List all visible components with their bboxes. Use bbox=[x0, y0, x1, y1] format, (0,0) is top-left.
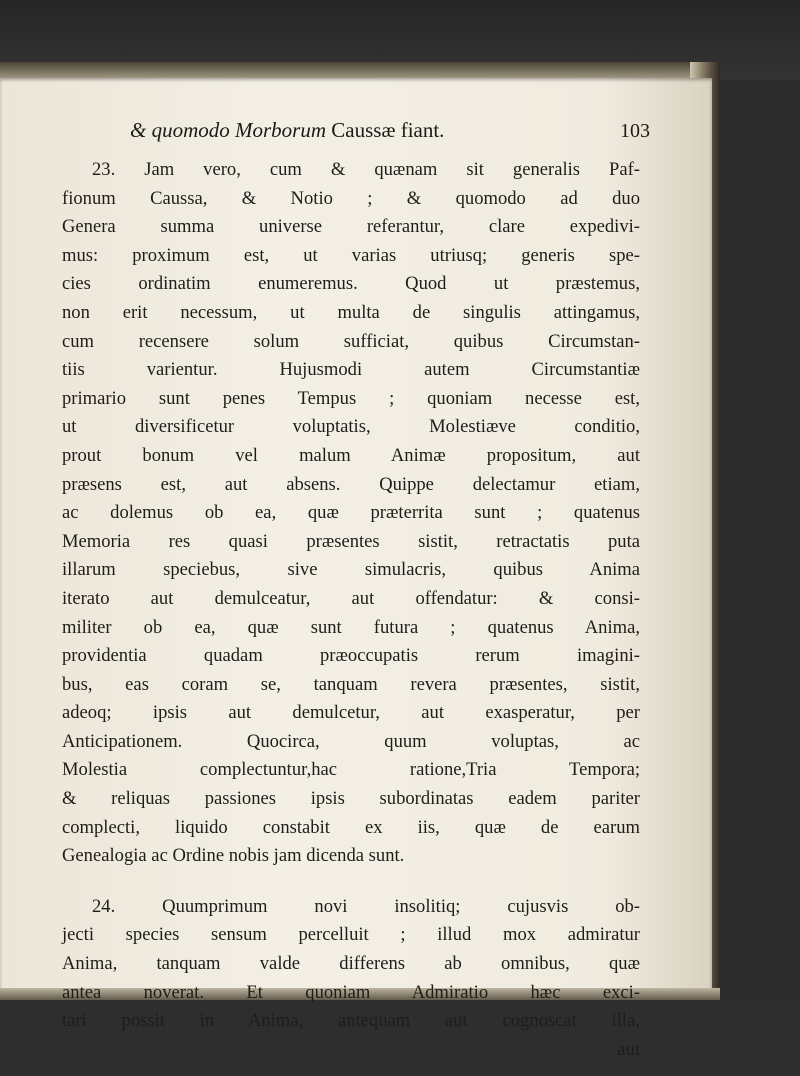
text-line: Memoria res quasi præsentes sistit, retractatis puta bbox=[62, 530, 640, 552]
text-line: mus: proximum est, ut varias utriusq; generis spe- bbox=[62, 244, 640, 266]
text-line: bus, eas coram se, tanquam revera præsentes, sistit, bbox=[62, 673, 640, 695]
text-line: Genealogia ac Ordine nobis jam dicenda sunt. bbox=[62, 845, 405, 867]
text-line: tiis varientur. Hujusmodi autem Circumstantiæ bbox=[62, 359, 640, 381]
text-line: complecti, liquido constabit ex iis, quæ de earum bbox=[62, 816, 640, 838]
text-line: Anticipationem. Quocirca, quum voluptas, ac bbox=[62, 730, 640, 752]
running-head-roman: Caussæ fiant. bbox=[331, 118, 445, 142]
text-line: ut diversificetur voluptatis, Molestiæve conditio, bbox=[62, 416, 640, 438]
text-line: antea noverat. Et quoniam Admiratio hæc exci- bbox=[62, 981, 640, 1003]
text-line: 23. Jam vero, cum & quænam sit generalis Paf- bbox=[92, 159, 640, 180]
text-line: tari possit in Anima, antequam aut cognoscat illa, bbox=[62, 1010, 640, 1032]
text-line: ac dolemus ob ea, quæ præterrita sunt ; quatenus bbox=[62, 502, 640, 524]
page-top-edge bbox=[0, 62, 720, 78]
text-line: 24. Quumprimum novi insolitiq; cujusvis ob- bbox=[92, 895, 640, 917]
text-line: Genera summa universe referantur, clare expedivi- bbox=[62, 216, 640, 238]
text-line: providentia quadam præoccupatis rerum imagini- bbox=[62, 645, 640, 667]
text-line: illarum speciebus, sive simulacris, quibus Anima bbox=[62, 559, 640, 581]
text-line: fionum Caussa, & Notio ; & quomodo ad duo bbox=[62, 187, 640, 209]
text-line: iterato aut demulceatur, aut offendatur: & consi- bbox=[62, 587, 640, 609]
text-line: jecti species sensum percelluit ; illud mox admiratur bbox=[62, 924, 640, 946]
text-line: præsens est, aut absens. Quippe delectamur etiam, bbox=[62, 473, 640, 495]
text-line: cum recensere solum sufficiat, quibus Circumstan- bbox=[62, 330, 640, 352]
text-line: prout bonum vel malum Animæ propositum, aut bbox=[62, 444, 640, 466]
running-head bbox=[130, 112, 650, 146]
text-line: militer ob ea, quæ sunt futura ; quatenus Anima, bbox=[62, 616, 640, 638]
text-line: adeoq; ipsis aut demulcetur, aut exasperatur, per bbox=[62, 702, 640, 724]
paragraph-24 bbox=[62, 893, 640, 1065]
page-number: 103 bbox=[620, 120, 650, 142]
text-line: Molestia complectuntur,hac ratione,Tria Tempora; bbox=[62, 759, 640, 781]
text-line: aut bbox=[617, 1038, 640, 1060]
running-head-italic: & quomodo Morborum bbox=[130, 118, 327, 142]
text-line: non erit necessum, ut multa de singulis attingamus, bbox=[62, 301, 640, 323]
text-line: Anima, tanquam valde differens ab omnibus, quæ bbox=[62, 953, 640, 975]
body-text bbox=[62, 156, 640, 1064]
paragraph-23 bbox=[62, 156, 640, 871]
running-head-title bbox=[130, 118, 444, 143]
text-line: primario sunt penes Tempus ; quoniam necesse est, bbox=[62, 387, 640, 409]
text-line: & reliquas passiones ipsis subordinatas eadem pariter bbox=[62, 788, 640, 810]
text-line: cies ordinatim enumeremus. Quod ut præstemus, bbox=[62, 273, 640, 295]
paragraph-gap bbox=[62, 871, 640, 893]
